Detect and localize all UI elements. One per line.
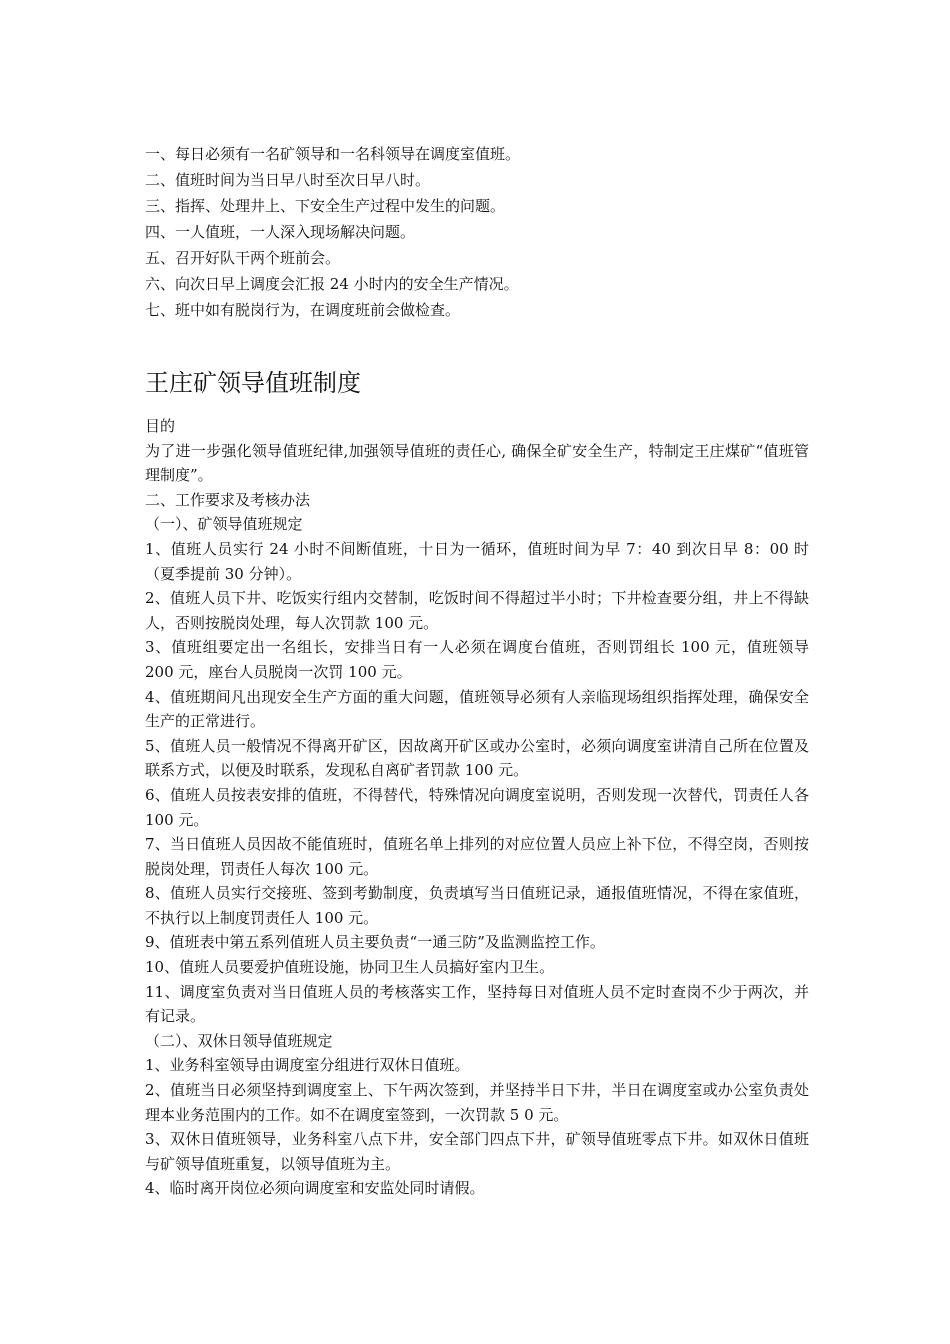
list-item: 三、指挥、处理井上、下安全生产过程中发生的问题。 [145, 197, 506, 215]
list-item: 四、一人值班，一人深入现场解决问题。 [145, 223, 416, 241]
list-item: 3、双休日值班领导，业务科室八点下井，安全部门四点下井，矿领导值班零点下井。如双休日值班与矿领导值班重复，以领导值班为主。 [145, 1130, 809, 1173]
document-body [145, 414, 809, 1201]
duty-rules-list [145, 141, 815, 323]
list-item: 10、值班人员要爱护值班设施，协同卫生人员搞好室内卫生。 [145, 958, 555, 977]
list-item: 二、值班时间为当日早八时至次日早八时。 [145, 171, 431, 189]
list-item: 1、业务科室领导由调度室分组进行双休日值班。 [145, 1056, 470, 1075]
list-item: 七、班中如有脱岗行为，在调度班前会做检查。 [145, 301, 461, 319]
section-heading: 二、工作要求及考核办法 [145, 490, 311, 509]
list-item: 3、值班组要定出一名组长，安排当日有一人必须在调度台值班，否则罚组长 100 元，值班领导 200 元，座台人员脱岗一次罚 100 元。 [145, 638, 809, 681]
list-item: 六、向次日早上调度会汇报 24 小时内的安全生产情况。 [145, 275, 519, 293]
list-item: 五、召开好队干两个班前会。 [145, 249, 341, 267]
list-item: 4、临时离开岗位必须向调度室和安监处同时请假。 [145, 1179, 485, 1198]
subsection-heading: （一）、矿领导值班规定 [145, 515, 303, 534]
purpose-heading: 目的 [145, 417, 176, 435]
document-title: 王庄矿领导值班制度 [145, 369, 361, 397]
list-item: 2、值班当日必须坚持到调度室上、下午两次签到，并坚持半日下井，半日在调度室或办公室负责处理本业务范围内的工作。如不在调度室签到，一次罚款 5 0 元。 [145, 1081, 809, 1124]
list-item: 5、值班人员一般情况不得离开矿区，因故离开矿区或办公室时，必须向调度室讲清自己所在位置及联系方式，以便及时联系，发现私自离矿者罚款 100 元。 [145, 736, 809, 780]
list-item: 11、调度室负责对当日值班人员的考核落实工作，坚持每日对值班人员不定时查岗不少于两次，并有记录。 [145, 982, 809, 1026]
list-item: 4、值班期间凡出现安全生产方面的重大问题，值班领导必须有人亲临现场组织指挥处理，确保安全生产的正常进行。 [145, 687, 809, 731]
list-item: 2、值班人员下井、吃饭实行组内交替制，吃饭时间不得超过半小时；下井检查要分组，井上不得缺人，否则按脱岗处理，每人次罚款 100 元。 [145, 589, 809, 632]
purpose-text: 为了进一步强化领导值班纪律,加强领导值班的责任心, 确保全矿安全生产，特制定王庄煤矿“值班管理制度”。 [145, 441, 809, 485]
list-item: 9、值班表中第五系列值班人员主要负责“一通三防”及监测监控工作。 [145, 933, 605, 952]
list-item: 8、值班人员实行交接班、签到考勤制度，负责填写当日值班记录，通报值班情况，不得在家值班，不执行以上制度罚责任人 100 元。 [145, 884, 809, 927]
list-item: 一、每日必须有一名矿领导和一名科领导在调度室值班。 [145, 145, 521, 163]
list-item: 6、值班人员按表安排的值班，不得替代，特殊情况向调度室说明，否则发现一次替代，罚责任人各 100 元。 [145, 785, 809, 829]
list-item: 7、当日值班人员因故不能值班时，值班名单上排列的对应位置人员应上补下位，不得空岗，否则按脱岗处理，罚责任人每次 100 元。 [145, 835, 809, 878]
subsection-heading: （二）、双休日领导值班规定 [145, 1031, 333, 1050]
list-item: 1、值班人员实行 24 小时不间断值班，十日为一循环，值班时间为早 7：40 到次日早 8：00 时（夏季提前 30 分钟）。 [145, 539, 809, 583]
